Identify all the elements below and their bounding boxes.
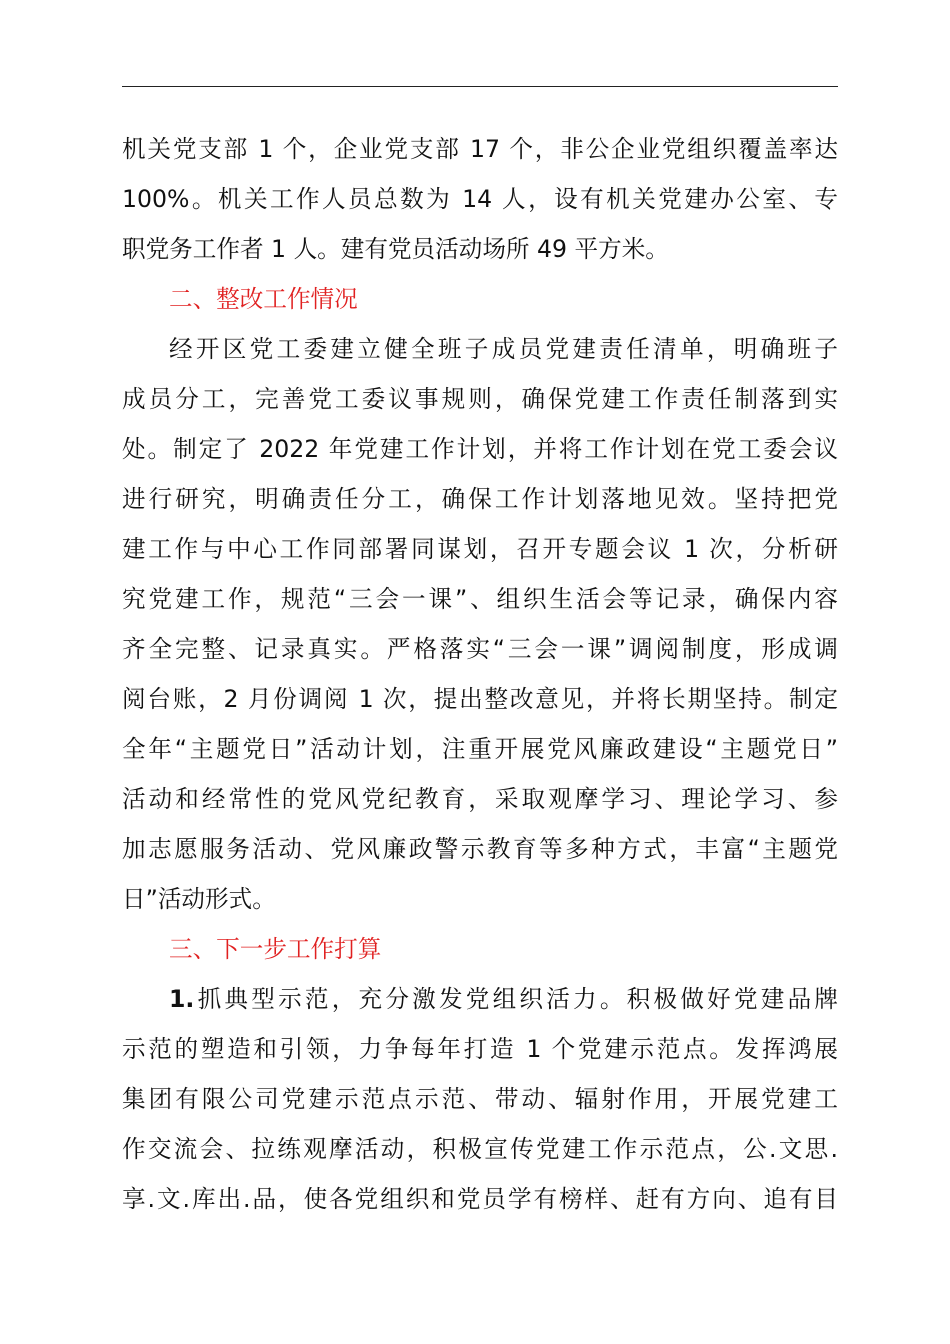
section-3-line-4: 作交流会、拉练观摩活动，积极宣传党建工作示范点，公.文思. <box>122 1135 838 1163</box>
section-2-line-7: 齐全完整、记录真实。严格落实“三会一课”调阅制度，形成调 <box>122 635 838 663</box>
section-3-line-3: 集团有限公司党建示范点示范、带动、辐射作用，开展党建工 <box>122 1085 838 1113</box>
section-2-line-4: 进行研究，明确责任分工，确保工作计划落地见效。坚持把党 <box>122 485 838 513</box>
section-2-line-12: 日”活动形式。 <box>122 885 276 913</box>
section-3-line-5: 享.文.库出.品，使各党组织和党员学有榜样、赶有方向、追有目 <box>122 1185 838 1213</box>
section-2-heading: 二、整改工作情况 <box>169 285 358 313</box>
section-3-line-2: 示范的塑造和引领，力争每年打造 1 个党建示范点。发挥鸿展 <box>122 1035 838 1063</box>
intro-line-1: 机关党支部 1 个，企业党支部 17 个，非公企业党组织覆盖率达 <box>122 135 838 163</box>
intro-line-3: 职党务工作者 1 人。建有党员活动场所 49 平方米。 <box>122 235 669 263</box>
section-2-line-10: 活动和经常性的党风党纪教育，采取观摩学习、理论学习、参 <box>122 785 838 813</box>
item-number: 1. <box>169 985 195 1013</box>
section-3-line-1 <box>122 974 838 1024</box>
section-3-line-1-text: 抓典型示范，充分激发党组织活力。积极做好党建品牌 <box>194 985 838 1013</box>
section-2-line-5: 建工作与中心工作同部署同谋划，召开专题会议 1 次，分析研 <box>122 535 838 563</box>
section-2-line-9: 全年“主题党日”活动计划，注重开展党风廉政建设“主题党日” <box>122 735 838 763</box>
intro-line-2: 100%。机关工作人员总数为 14 人，设有机关党建办公室、专 <box>122 185 838 213</box>
document-body <box>122 124 838 1224</box>
section-2-line-11: 加志愿服务活动、党风廉政警示教育等多种方式，丰富“主题党 <box>122 835 838 863</box>
section-2-line-8: 阅台账，2 月份调阅 1 次，提出整改意见，并将长期坚持。制定 <box>122 685 838 713</box>
section-3-heading: 三、下一步工作打算 <box>169 935 382 963</box>
section-2-line-6: 究党建工作，规范“三会一课”、组织生活会等记录，确保内容 <box>122 585 838 613</box>
section-2-line-2: 成员分工，完善党工委议事规则，确保党建工作责任制落到实 <box>122 385 838 413</box>
header-rule <box>122 86 838 87</box>
section-2-line-3: 处。制定了 2022 年党建工作计划，并将工作计划在党工委会议 <box>122 435 838 463</box>
section-2-line-1: 经开区党工委建立健全班子成员党建责任清单，明确班子 <box>169 335 838 363</box>
